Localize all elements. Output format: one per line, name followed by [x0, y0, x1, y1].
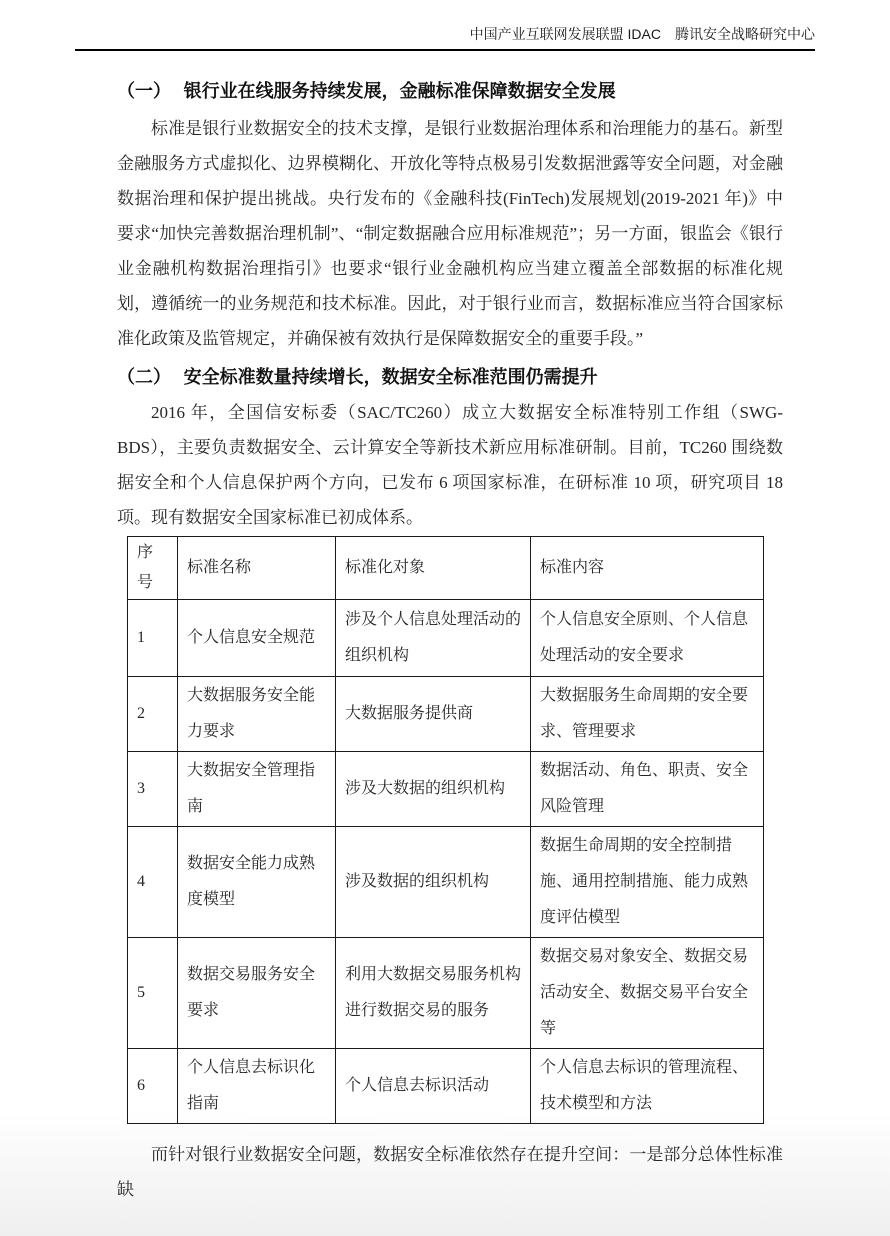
table-cell-index: 4 [128, 827, 178, 938]
table-cell-content: 个人信息安全原则、个人信息处理活动的安全要求 [531, 600, 764, 677]
table-cell-object: 个人信息去标识活动 [336, 1049, 531, 1124]
table-cell-index: 2 [128, 677, 178, 752]
header-rule [75, 49, 815, 51]
section-1-marker: （一） [117, 81, 171, 101]
table-cell-index: 6 [128, 1049, 178, 1124]
table-cell-name: 数据交易服务安全要求 [178, 938, 336, 1049]
table-cell-content: 数据生命周期的安全控制措施、通用控制措施、能力成熟度评估模型 [531, 827, 764, 938]
table-header-cell-content: 标准内容 [531, 537, 764, 600]
table-row [128, 600, 764, 677]
table-cell-name: 大数据服务安全能力要求 [178, 677, 336, 752]
table-cell-name: 大数据安全管理指南 [178, 752, 336, 827]
table-cell-object: 涉及个人信息处理活动的组织机构 [336, 600, 531, 677]
table-cell-object: 大数据服务提供商 [336, 677, 531, 752]
table-row [128, 1049, 764, 1124]
table-cell-name: 个人信息安全规范 [178, 600, 336, 677]
section-1-paragraph: 标准是银行业数据安全的技术支撑，是银行业数据治理体系和治理能力的基石。新型金融服务方式虚拟化、边界模糊化、开放化等特点极易引发数据泄露等安全问题，对金融数据治理和保护提出挑战。央行发布的《金融科技(FinTech)发展规划(2019-2021 年)》中要求“加快完善数据治理机制”、“制定数据融合应用标准规范”；另一方面，银监会《银行业金融机构数据治理指引》也要求“银行业金融机构应当建立覆盖全部数据的标准化规划，遵循统一的业务规范和技术标准。因此，对于银行业而言，数据标准应当符合国家标准化政策及监管规定，并确保被有效执行是保障数据安全的重要手段。” [117, 119, 783, 348]
table-cell-name: 数据安全能力成熟度模型 [178, 827, 336, 938]
table-header-cell-name: 标准名称 [178, 537, 336, 600]
table-cell-name: 个人信息去标识化指南 [178, 1049, 336, 1124]
table-row [128, 938, 764, 1049]
table-header-cell-object: 标准化对象 [336, 537, 531, 600]
table-cell-index: 3 [128, 752, 178, 827]
table-header-row [128, 537, 764, 600]
table-cell-content: 个人信息去标识的管理流程、技术模型和方法 [531, 1049, 764, 1124]
table-cell-content: 数据活动、角色、职责、安全风险管理 [531, 752, 764, 827]
section-1-heading [117, 79, 783, 103]
running-header-text: 中国产业互联网发展联盟 IDAC 腾讯安全战略研究中心 [469, 26, 815, 42]
page-content [117, 79, 783, 1207]
table-row [128, 827, 764, 938]
section-2-title: 安全标准数量持续增长，数据安全标准范围仍需提升 [183, 367, 598, 387]
table-cell-object: 涉及大数据的组织机构 [336, 752, 531, 827]
table-cell-content: 大数据服务生命周期的安全要求、管理要求 [531, 677, 764, 752]
table-cell-index: 5 [128, 938, 178, 1049]
section-1-title: 银行业在线服务持续发展，金融标准保障数据安全发展 [183, 81, 616, 101]
section-2-paragraph: 2016 年，全国信安标委（SAC/TC260）成立大数据安全标准特别工作组（SWG-BDS），主要负责数据安全、云计算安全等新技术新应用标准研制。目前，TC260 围绕数据安全和个人信息保护两个方向，已发布 6 项国家标准，在研标准 10 项，研究项目 18 项。现有数据安全国家标准已初成体系。 [117, 403, 783, 527]
table-row [128, 677, 764, 752]
standards-table [127, 536, 764, 1124]
table-row [128, 752, 764, 827]
section-2-heading [117, 365, 783, 389]
table-cell-content: 数据交易对象安全、数据交易活动安全、数据交易平台安全等 [531, 938, 764, 1049]
table-header-cell-index: 序号 [128, 537, 178, 600]
table-cell-index: 1 [128, 600, 178, 677]
table-cell-object: 涉及数据的组织机构 [336, 827, 531, 938]
table-cell-object: 利用大数据交易服务机构进行数据交易的服务 [336, 938, 531, 1049]
closing-paragraph: 而针对银行业数据安全问题，数据安全标准依然存在提升空间：一是部分总体性标准缺 [117, 1145, 783, 1199]
section-2-marker: （二） [117, 367, 171, 387]
